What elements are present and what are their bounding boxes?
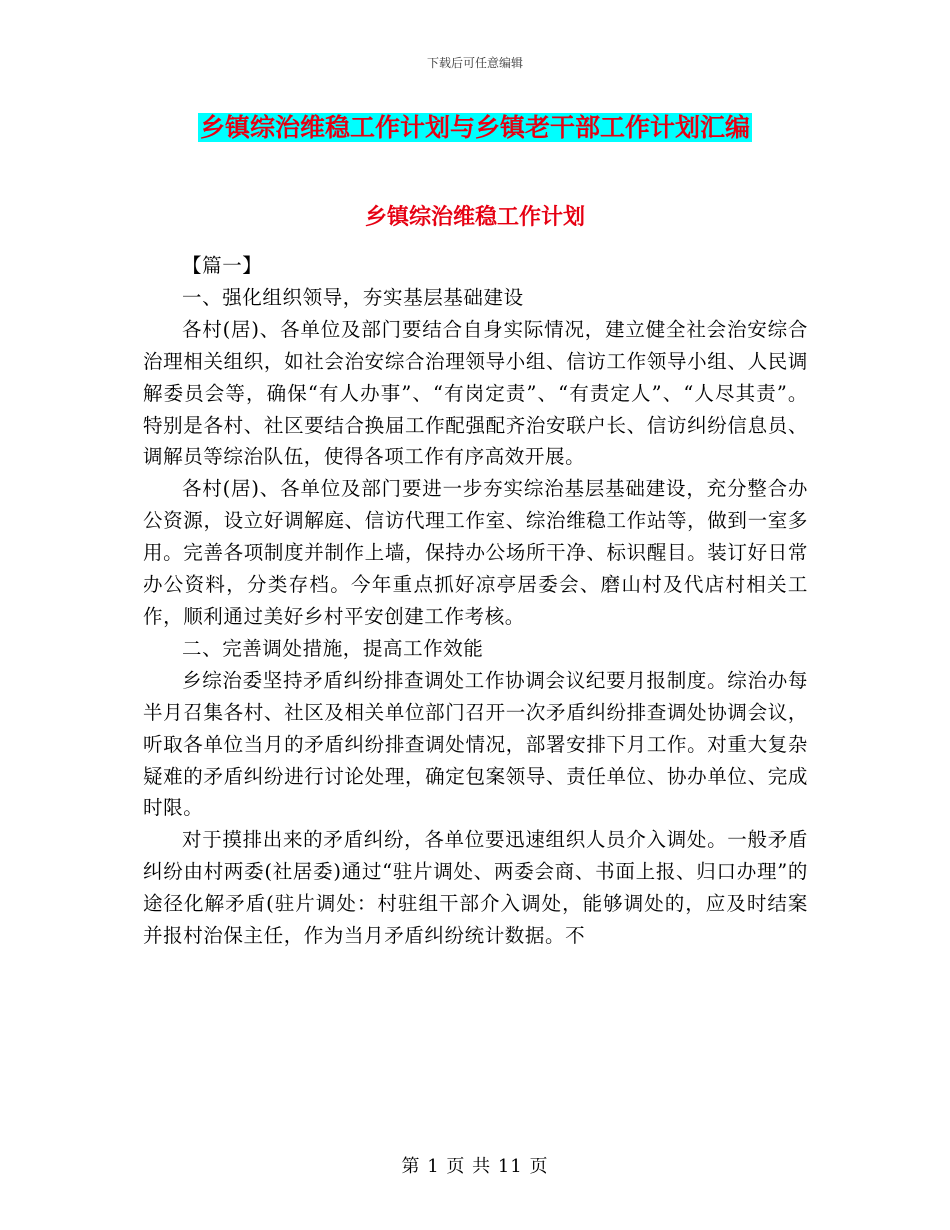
header-note: 下载后可任意编辑 — [426, 56, 523, 70]
document-title-text: 乡镇综治维稳工作计划与乡镇老干部工作计划汇编 — [199, 113, 750, 142]
paragraph: 各村(居)、各单位及部门要结合自身实际情况，建立健全社会治安综合治理相关组织，如社会治安综合治理领导小组、信访工作领导小组、人民调解委员会等，确保“有人办事”、“有岗定责”、“有责定人”、“人尽其责”。特别是各村、社区要结合换届工作配强配齐治安联户长、信访纠纷信息员、调解员等综治队伍，使得各项工作有序高效开展。 — [143, 317, 808, 469]
section-title: 乡镇综治维稳工作计划 — [364, 205, 585, 230]
section-heading: 一、强化组织领导，夯实基层基础建设 — [182, 285, 524, 309]
page-footer: 第 1 页 共 11 页 — [401, 1156, 549, 1177]
paragraph: 对于摸排出来的矛盾纠纷，各单位要迅速组织人员介入调处。一般矛盾纠纷由村两委(社居委)通过“驻片调处、两委会商、书面上报、归口办理”的途径化解矛盾(驻片调处：村驻组干部介入调处，能够调处的，应及时结案并报村治保主任，作为当月矛盾纠纷统计数据。不 — [143, 828, 808, 948]
section-heading: 二、完善调处措施，提高工作效能 — [182, 636, 484, 660]
document-body — [143, 250, 808, 952]
paragraph: 乡综治委坚持矛盾纠纷排查调处工作协调会议纪要月报制度。综治办每半月召集各村、社区及相关单位部门召开一次矛盾纠纷排查调处协调会议，听取各单位当月的矛盾纠纷排查调处情况，部署安排下月工作。对重大复杂疑难的矛盾纠纷进行讨论处理，确定包案领导、责任单位、协办单位、完成时限。 — [143, 668, 808, 820]
paragraph-label: 【篇一】 — [182, 254, 263, 277]
document-title — [0, 110, 950, 146]
paragraph: 各村(居)、各单位及部门要进一步夯实综治基层基础建设，充分整合办公资源，设立好调解庭、信访代理工作室、综治维稳工作站等，做到一室多用。完善各项制度并制作上墙，保持办公场所干净、标识醒目。装订好日常办公资料，分类存档。今年重点抓好凉亭居委会、磨山村及代店村相关工作，顺利通过美好乡村平安创建工作考核。 — [143, 477, 808, 628]
